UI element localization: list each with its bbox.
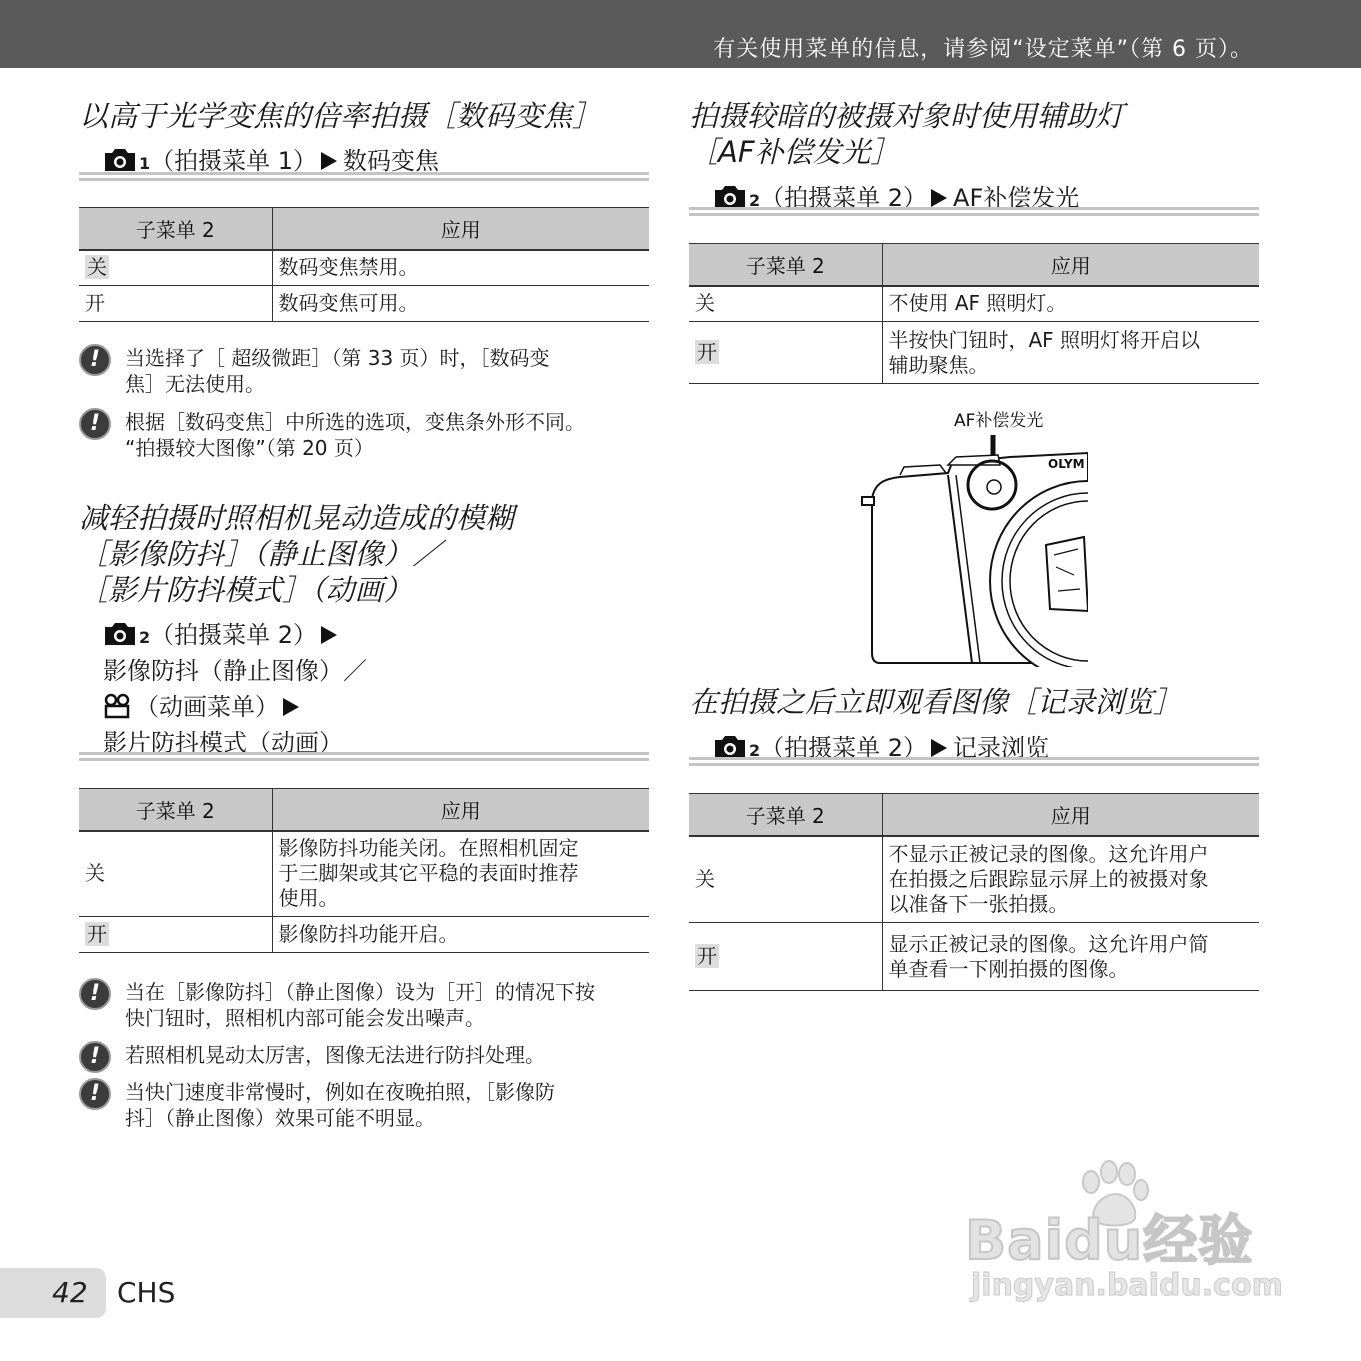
table-row	[689, 923, 1259, 991]
baidu-watermark	[965, 1160, 1285, 1310]
section-heading-af-illuminator-1: 拍摄较暗的被摄对象时使用辅助灯	[689, 99, 1125, 133]
caution-text: 当选择了［ 超级微距］（第 33 页）时，［数码变 焦］无法使用。	[125, 346, 550, 396]
caution-text: 若照相机晃动太厉害，图像无法进行防抖处理。	[125, 1043, 545, 1067]
figure-label: AF补偿发光	[954, 411, 1044, 431]
submenu-table-digital-zoom	[79, 207, 649, 322]
page-number: 42	[52, 1276, 88, 1309]
arrow-right-icon	[931, 189, 947, 207]
column-header-submenu: 子菜单 2	[689, 244, 882, 286]
option-on: 开	[79, 286, 272, 322]
option-on: 开	[697, 340, 717, 364]
option-off: 关	[689, 836, 882, 923]
movie-camera-icon	[103, 693, 133, 729]
section-heading-digital-zoom: 以高于光学变焦的倍率拍摄［数码变焦］	[79, 99, 602, 133]
camera-strap-lug	[862, 497, 874, 505]
header-reference-text: 有关使用菜单的信息，请参阅“设定菜单”（第 6 页）。	[713, 37, 1253, 62]
section-heading-af-illuminator-2: ［AF补偿发光］	[689, 135, 900, 169]
option-description: 数码变焦禁用。	[272, 250, 649, 286]
menu-path-text: （拍摄菜单 2）	[760, 734, 928, 762]
option-description: 影像防抖功能开启。	[272, 917, 649, 953]
lens-cover	[1046, 537, 1088, 611]
camera-brand-text: OLYM	[1048, 457, 1085, 471]
column-header-application: 应用	[272, 789, 649, 831]
caution-icon: !	[79, 344, 111, 376]
submenu-table-stabilization	[79, 788, 649, 953]
arrow-right-icon	[321, 152, 337, 170]
column-header-application: 应用	[882, 794, 1259, 836]
option-description: 半按快门钮时，AF 照明灯将开启以 辅助聚焦。	[882, 322, 1259, 384]
menu-path-line: 影像防抖（静止图像）／	[103, 657, 367, 685]
arrow-right-icon	[321, 626, 337, 644]
table-row	[689, 286, 1259, 322]
option-on: 开	[87, 922, 107, 946]
submenu-table-af-illuminator	[689, 243, 1259, 384]
menu-number: 2	[749, 741, 761, 760]
movie-menu-path	[103, 689, 305, 729]
table-row	[689, 836, 1259, 923]
table-header-row	[79, 789, 649, 831]
section-divider	[79, 752, 649, 761]
caution-text: 当快门速度非常慢时，例如在夜晚拍照，［影像防 抖］（静止图像）效果可能不明显。	[125, 1080, 555, 1130]
menu-path-text: （拍摄菜单 2）	[760, 184, 928, 212]
language-code: CHS	[117, 1276, 176, 1309]
caution-text: 根据［数码变焦］中所选的选项，变焦条外形不同。 “拍摄较大图像”（第 20 页）	[125, 410, 585, 460]
menu-path-text: （拍摄菜单 1）	[150, 147, 318, 175]
table-row	[79, 250, 649, 286]
watermark-url: jingyan.baidu.com	[971, 1268, 1283, 1303]
figure-crop-edge	[1088, 445, 1090, 667]
section-heading-stabilization-3: ［影片防抖模式］（动画）	[79, 573, 413, 607]
menu-number: 2	[749, 191, 761, 210]
section-heading-rec-view: 在拍摄之后立即观看图像［记录浏览］	[689, 685, 1183, 719]
watermark-brand: Baidu经验	[965, 1209, 1254, 1272]
camera-af-illuminator-figure	[860, 405, 1090, 667]
caution-icon: !	[79, 1078, 111, 1110]
menu-path-stabilization	[103, 617, 343, 657]
table-header-row	[689, 244, 1259, 286]
column-header-submenu: 子菜单 2	[79, 789, 272, 831]
menu-number: 2	[139, 628, 151, 647]
arrow-right-icon	[283, 698, 299, 716]
caution-text: 当在［影像防抖］（静止图像）设为［开］的情况下按 快门钮时，照相机内部可能会发出噪声。	[125, 980, 595, 1030]
column-header-submenu: 子菜单 2	[79, 208, 272, 250]
menu-item-name: 记录浏览	[953, 734, 1050, 762]
section-heading-stabilization-2: ［影像防抖］（静止图像）／	[79, 537, 442, 571]
option-description: 显示正被记录的图像。这允许用户简 单查看一下刚拍摄的图像。	[882, 923, 1259, 991]
section-divider	[689, 207, 1259, 216]
table-header-row	[79, 208, 649, 250]
option-description: 不使用 AF 照明灯。	[882, 286, 1259, 322]
option-off: 关	[79, 831, 272, 917]
menu-item-name: AF补偿发光	[953, 184, 1080, 212]
column-header-application: 应用	[272, 208, 649, 250]
option-description: 影像防抖功能关闭。在照相机固定 于三脚架或其它平稳的表面时推荐 使用。	[272, 831, 649, 917]
option-off: 关	[689, 286, 882, 322]
section-heading-stabilization-1: 减轻拍摄时照相机晃动造成的模糊	[79, 501, 515, 535]
menu-path-text: （动画菜单）	[135, 693, 279, 721]
option-off: 关	[87, 255, 107, 280]
header-bar	[0, 0, 1361, 68]
table-row	[79, 917, 649, 953]
table-row	[79, 286, 649, 322]
option-on: 开	[697, 944, 717, 968]
option-description: 不显示正被记录的图像。这允许用户 在拍摄之后跟踪显示屏上的被摄对象 以准备下一张拍摄。	[882, 836, 1259, 923]
menu-path-line: 影片防抖模式（动画）	[103, 729, 343, 757]
submenu-table-rec-view	[689, 793, 1259, 991]
table-header-row	[689, 794, 1259, 836]
caution-icon: !	[79, 1041, 111, 1073]
table-row	[79, 831, 649, 917]
menu-path-text: （拍摄菜单 2）	[150, 621, 318, 649]
column-header-submenu: 子菜单 2	[689, 794, 882, 836]
caution-icon: !	[79, 408, 111, 440]
column-header-application: 应用	[882, 244, 1259, 286]
section-divider	[79, 172, 649, 181]
menu-item-name: 数码变焦	[343, 147, 440, 175]
menu-number: 1	[139, 154, 151, 173]
arrow-right-icon	[931, 739, 947, 757]
caution-icon: !	[79, 978, 111, 1010]
section-divider	[689, 757, 1259, 766]
option-description: 数码变焦可用。	[272, 286, 649, 322]
table-row	[689, 322, 1259, 384]
